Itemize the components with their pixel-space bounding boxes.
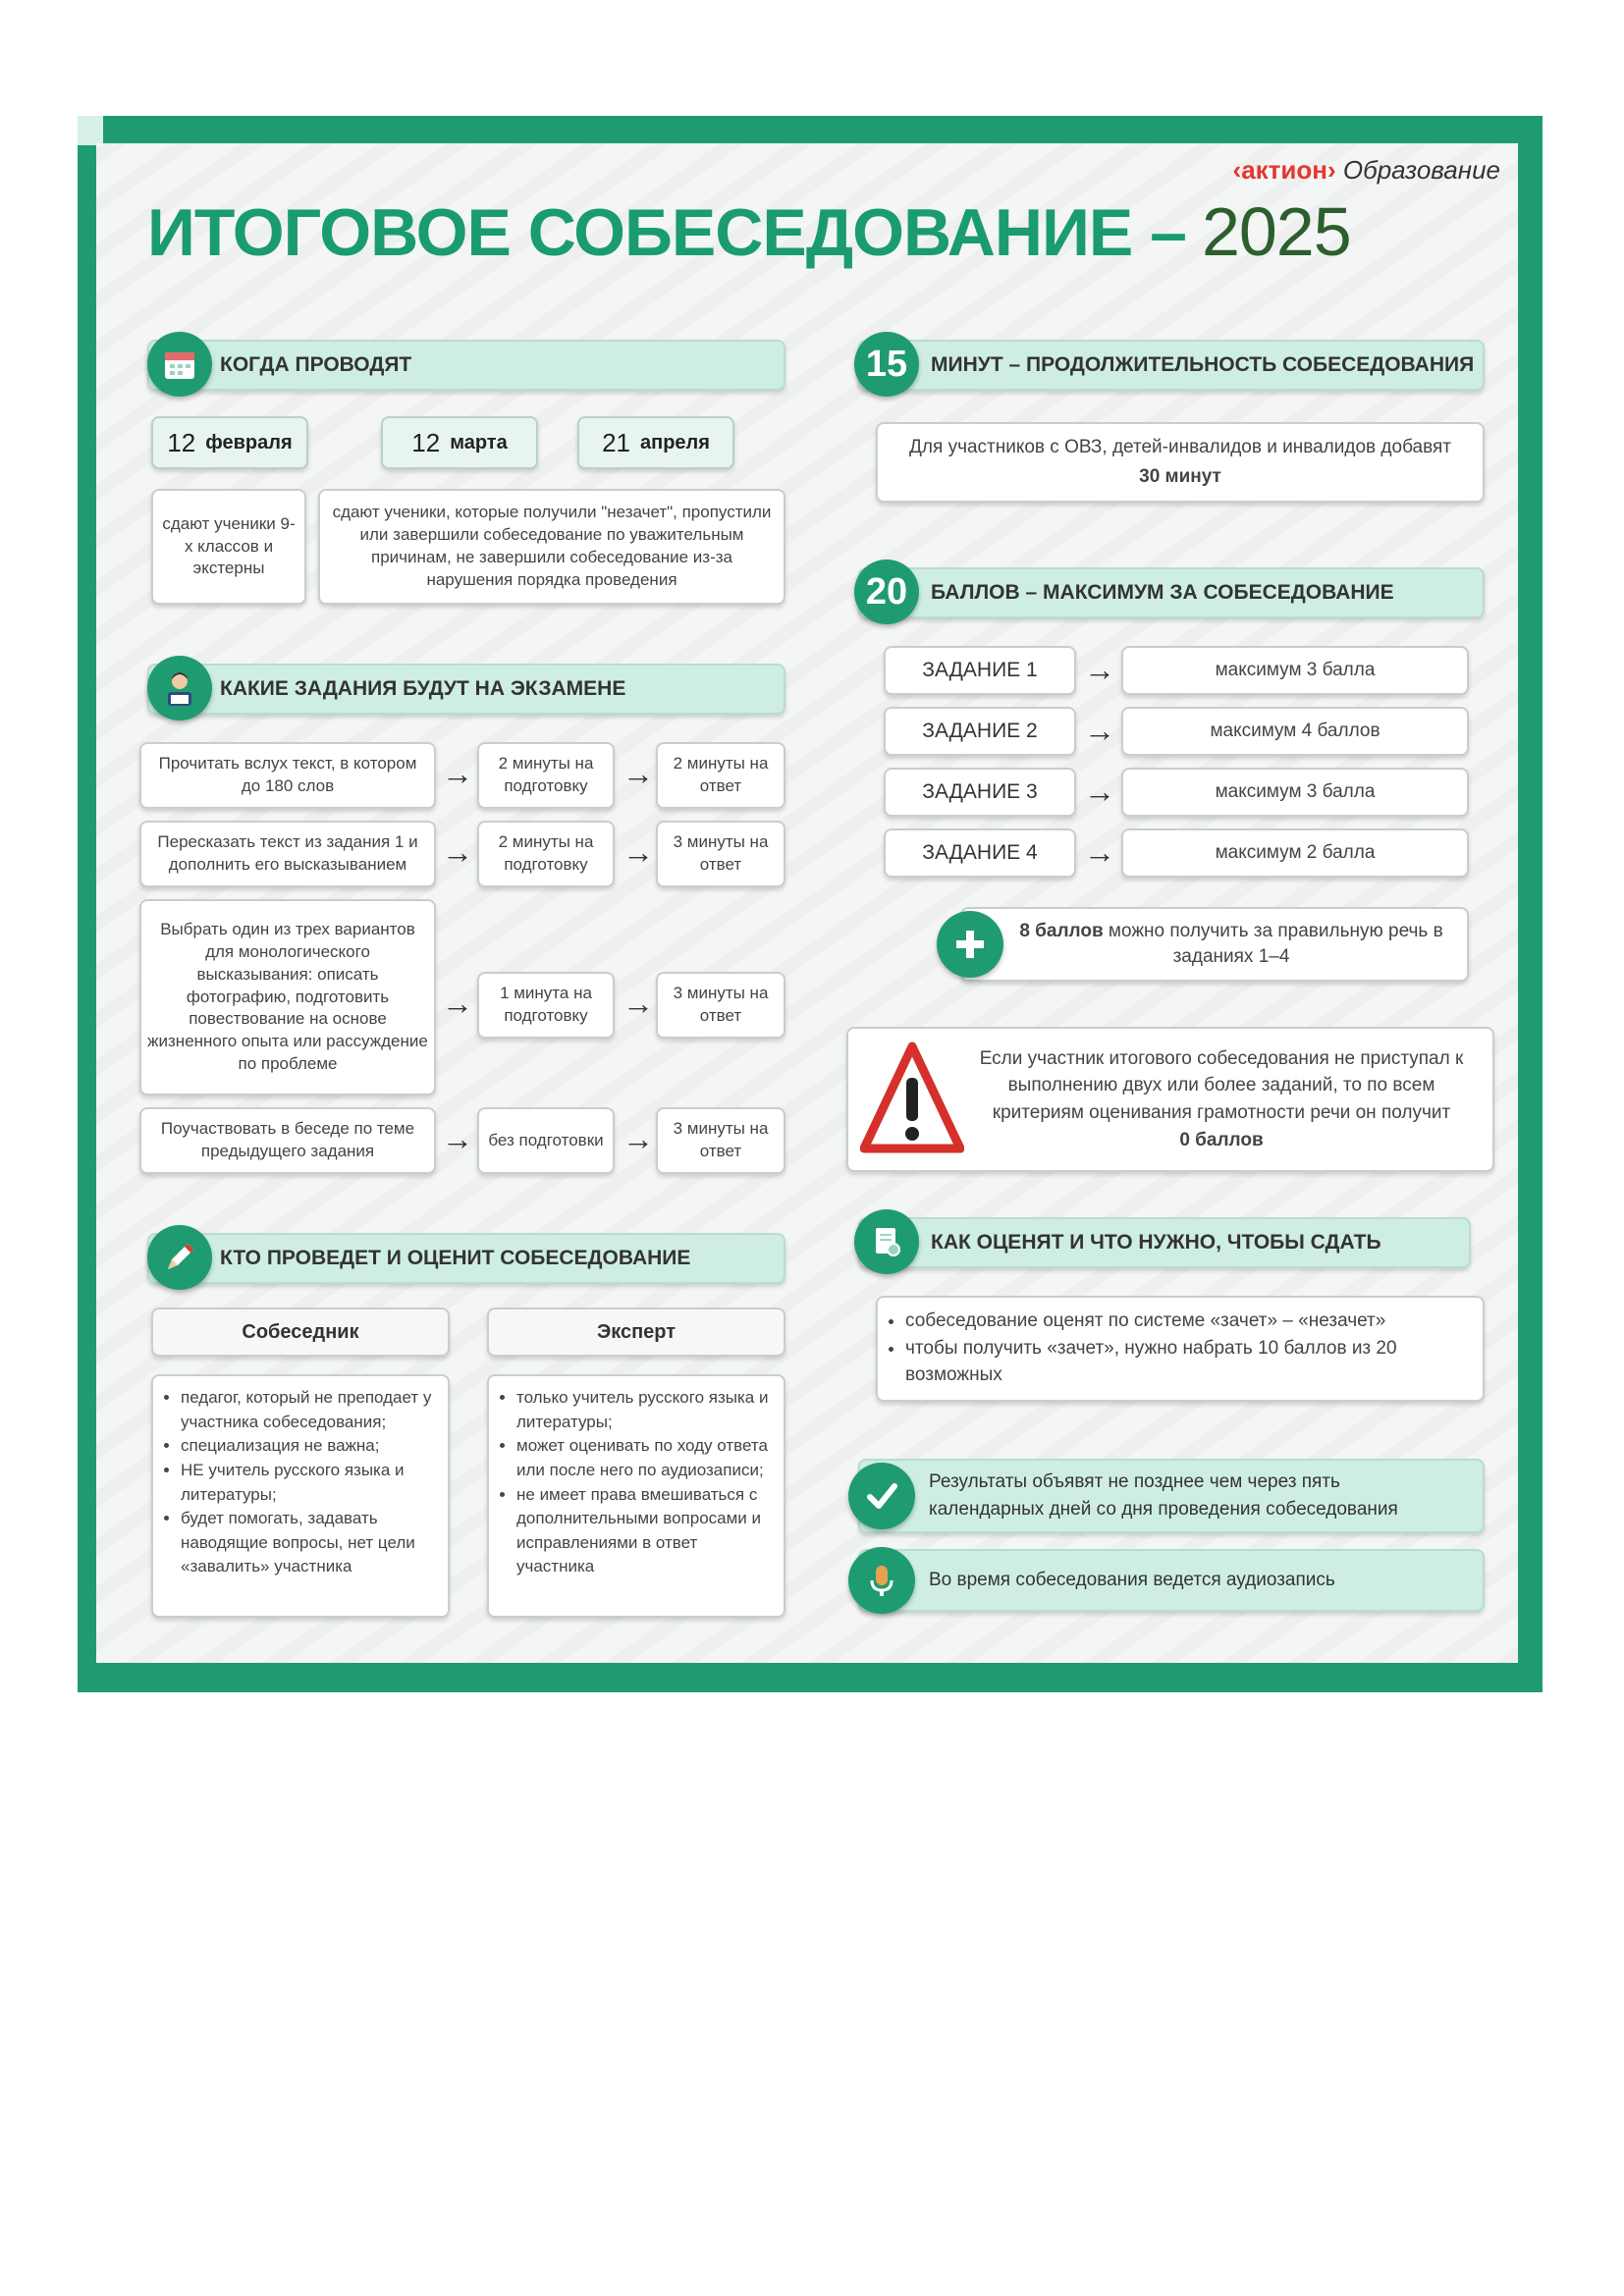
page-title <box>147 192 1351 271</box>
section-header-when <box>147 340 785 391</box>
audio-text: Во время собеседования ведется аудиозапись <box>929 1570 1335 1591</box>
task-row-3-answer: 3 минуты на ответ <box>656 972 785 1039</box>
when-note-retake: сдают ученики, которые получили "незачет", пропустили или завершили собеседование по уважительным причинам, не завершили собеседование из-за нарушения порядка проведения <box>318 489 785 605</box>
frame-notch <box>78 116 103 145</box>
date-day: 12 <box>167 427 196 457</box>
task-row-4-prep: без подготовки <box>477 1107 615 1174</box>
list-item: • может оценивать по ходу ответа или после него по аудиозаписи; <box>516 1434 774 1482</box>
list-item: • будет помогать, задавать наводящие вопросы, нет цели «завалить» участника <box>181 1507 438 1579</box>
duration-header-text: МИНУТ – ПРОДОЛЖИТЕЛЬНОСТЬ СОБЕСЕДОВАНИЯ <box>931 353 1475 376</box>
section-header-who <box>147 1233 785 1284</box>
duration-number: 15 <box>854 332 919 397</box>
warning-text: Если участник итогового собеседования не приступал к выполнению двух или более заданий, то по всем критериям оценивания грамотности речи он получит <box>979 1047 1464 1123</box>
audio-bar <box>858 1549 1485 1612</box>
who-header-text: КТО ПРОВЕДЕТ И ОЦЕНИТ СОБЕСЕДОВАНИЕ <box>220 1247 691 1269</box>
poster <box>96 143 1518 1663</box>
date-day: 21 <box>602 427 630 457</box>
microphone-icon <box>848 1547 915 1614</box>
task-row-3-prep: 1 минута на подготовку <box>477 972 615 1039</box>
date-month: февраля <box>205 431 293 454</box>
date-february <box>151 416 308 469</box>
section-header-tasks <box>147 664 785 715</box>
task-row-3-text: Выбрать один из трех вариантов для монологического высказывания: описать фотографию, подготовить повествование на основе жизненного опыта или рассуждение по проблеме <box>139 899 436 1095</box>
score-task-3-max: максимум 3 балла <box>1121 768 1469 817</box>
interlocutor-list <box>151 1374 450 1618</box>
date-march <box>381 416 538 469</box>
score-number: 20 <box>854 560 919 624</box>
warning-icon <box>860 1041 964 1158</box>
when-note-main: сдают ученики 9-х классов и экстерны <box>151 489 306 605</box>
warning-bold: 0 баллов <box>1179 1129 1264 1150</box>
arrow-right-icon: → <box>442 986 473 1021</box>
list-item: • собеседование оценят по системе «зачет» – «незачет» <box>905 1308 1473 1335</box>
task-row-2-text: Пересказать текст из задания 1 и дополнить его высказыванием <box>139 821 436 887</box>
grading-list <box>876 1296 1485 1402</box>
list-item: • чтобы получить «зачет», нужно набрать 10 баллов из 20 возможных <box>905 1335 1473 1389</box>
arrow-right-icon: → <box>623 1121 654 1156</box>
tasks-header-text: КАКИЕ ЗАДАНИЯ БУДУТ НА ЭКЗАМЕНЕ <box>220 677 626 700</box>
list-item: • педагог, который не преподает у участника собеседования; <box>181 1386 438 1434</box>
arrow-right-icon: → <box>1084 774 1115 809</box>
interlocutor-title: Собеседник <box>151 1308 450 1357</box>
brand-logo <box>1233 155 1500 186</box>
task-row-4-text: Поучаствовать в беседе по теме предыдущего задания <box>139 1107 436 1174</box>
calendar-icon <box>147 332 212 397</box>
pencil-icon <box>147 1225 212 1290</box>
score-task-4-max: максимум 2 балла <box>1121 828 1469 878</box>
date-month: марта <box>450 431 508 454</box>
score-task-3: ЗАДАНИЕ 3 <box>884 768 1076 817</box>
arrow-right-icon: → <box>623 986 654 1021</box>
certificate-icon <box>854 1209 919 1274</box>
arrow-right-icon: → <box>442 756 473 791</box>
score-task-2-max: максимум 4 баллов <box>1121 707 1469 756</box>
section-header-duration <box>858 340 1485 391</box>
results-bar <box>858 1459 1485 1533</box>
score-task-2: ЗАДАНИЕ 2 <box>884 707 1076 756</box>
when-header-text: КОГДА ПРОВОДЯТ <box>220 353 412 376</box>
date-month: апреля <box>640 431 710 454</box>
arrow-right-icon: → <box>623 834 654 870</box>
list-item: • не имеет права вмешиваться с дополнительными вопросами и исправлениями в ответ участника <box>516 1483 774 1580</box>
grading-header-text: КАК ОЦЕНЯТ И ЧТО НУЖНО, ЧТОБЫ СДАТЬ <box>931 1231 1381 1254</box>
plus-icon <box>937 911 1003 978</box>
arrow-right-icon: → <box>1084 713 1115 748</box>
score-bonus <box>960 907 1469 982</box>
arrow-right-icon: → <box>442 834 473 870</box>
task-row-4-answer: 3 минуты на ответ <box>656 1107 785 1174</box>
duration-note <box>876 422 1485 503</box>
list-item: • НЕ учитель русского языка и литературы; <box>181 1459 438 1507</box>
date-day: 12 <box>411 427 441 457</box>
brand-prefix: ‹актион› <box>1232 155 1336 185</box>
expert-title: Эксперт <box>487 1308 785 1357</box>
task-row-1-answer: 2 минуты на ответ <box>656 742 785 809</box>
arrow-right-icon: → <box>623 756 654 791</box>
results-text: Результаты объявят не позднее чем через пять календарных дней со дня проведения собеседования <box>929 1471 1398 1520</box>
brand-name: Образование <box>1342 155 1500 185</box>
score-task-1-max: максимум 3 балла <box>1121 646 1469 695</box>
task-row-2-prep: 2 минуты на подготовку <box>477 821 615 887</box>
arrow-right-icon: → <box>1084 652 1115 687</box>
bonus-text: можно получить за правильную речь в заданиях 1–4 <box>1108 921 1443 967</box>
expert-list <box>487 1374 785 1618</box>
title-main: ИТОГОВОЕ СОБЕСЕДОВАНИЕ – <box>147 195 1186 270</box>
title-year: 2025 <box>1201 193 1351 270</box>
section-header-grading <box>858 1217 1471 1268</box>
check-icon <box>848 1463 915 1529</box>
task-row-1-text: Прочитать вслух текст, в котором до 180 слов <box>139 742 436 809</box>
score-task-1: ЗАДАНИЕ 1 <box>884 646 1076 695</box>
section-header-score <box>858 567 1485 618</box>
score-task-4: ЗАДАНИЕ 4 <box>884 828 1076 878</box>
list-item: • специализация не важна; <box>181 1434 438 1459</box>
student-icon <box>147 656 212 721</box>
date-april <box>577 416 734 469</box>
arrow-right-icon: → <box>442 1121 473 1156</box>
arrow-right-icon: → <box>1084 834 1115 870</box>
task-row-2-answer: 3 минуты на ответ <box>656 821 785 887</box>
score-header-text: БАЛЛОВ – МАКСИМУМ ЗА СОБЕСЕДОВАНИЕ <box>931 581 1394 604</box>
list-item: • только учитель русского языка и литературы; <box>516 1386 774 1434</box>
task-row-1-prep: 2 минуты на подготовку <box>477 742 615 809</box>
bonus-bold: 8 баллов <box>1019 921 1104 942</box>
duration-extra: 30 минут <box>1139 466 1221 487</box>
duration-note-text: Для участников с ОВЗ, детей-инвалидов и инвалидов добавят <box>909 437 1451 458</box>
